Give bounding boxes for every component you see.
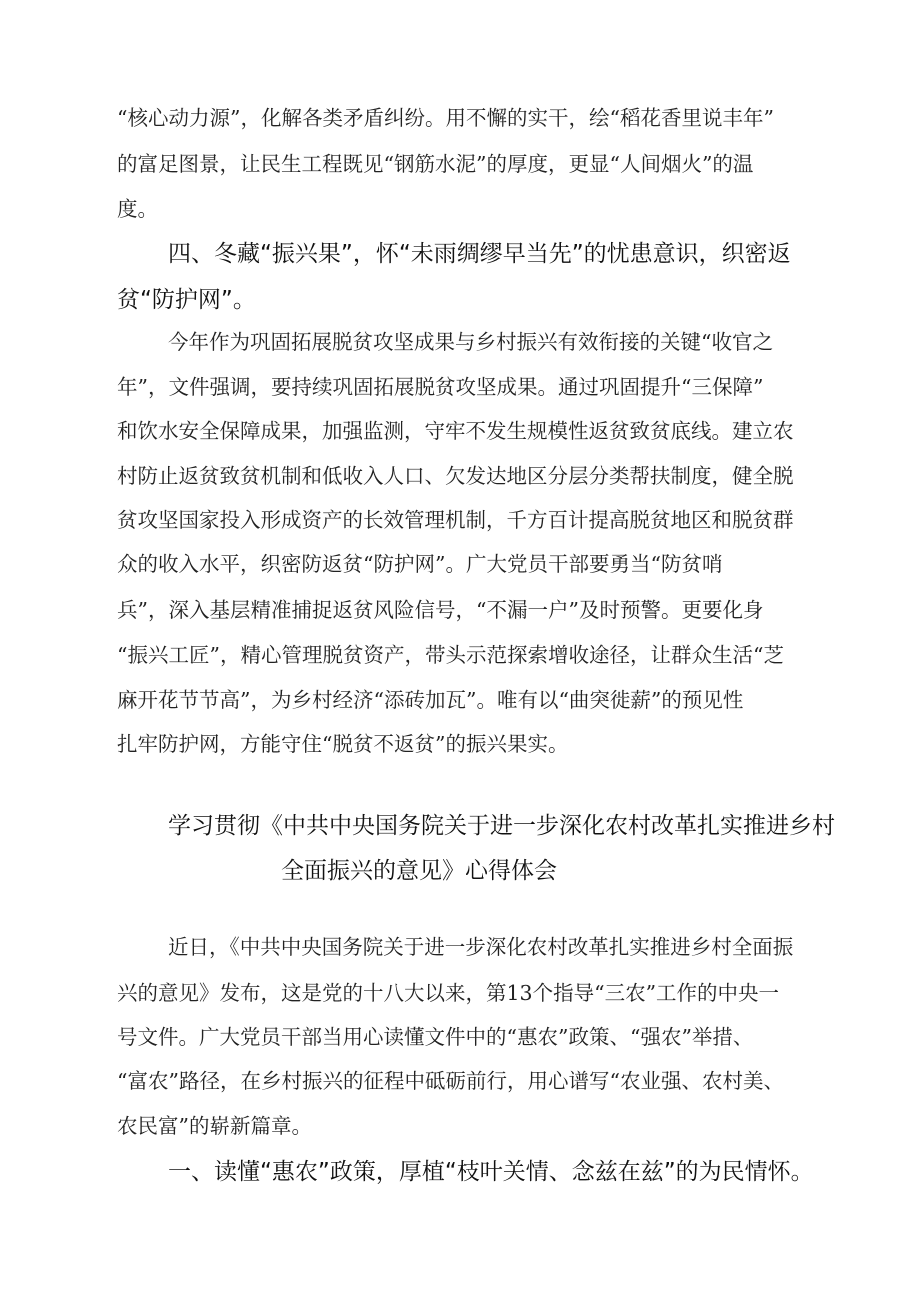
section-four-paragraph-line: 村防止返贫致贫机制和低收入人口、欠发达地区分层分类帮扶制度，健全脱: [117, 464, 794, 488]
section-four-paragraph-line: 贫攻坚国家投入形成资产的长效管理机制，千方百计提高脱贫地区和脱贫群: [117, 508, 794, 532]
section-one-heading: 一、读懂“惠农”政策，厚植“枝叶关情、念兹在兹”的为民情怀。: [168, 1159, 814, 1185]
section-four-paragraph-line: 众的收入水平，织密防返贫“防护网”。广大党员干部要勇当“防贫哨: [117, 552, 723, 576]
article-intro-line: 号文件。广大党员干部当用心读懂文件中的“惠农”政策、“强农”举措、: [117, 1025, 754, 1049]
section-four-paragraph-line: 和饮水安全保障成果，加强监测，守牢不发生规模性返贫致贫底线。建立农: [117, 419, 794, 443]
section-four-paragraph-line: 麻开花节节高”，为乡村经济“添砖加瓦”。唯有以“曲突徙薪”的预见性: [117, 688, 744, 712]
section-four-paragraph-line: 扎牢防护网，方能守住“脱贫不返贫”的振兴果实。: [117, 732, 569, 756]
article-title: 全面振兴的意见》心得体会: [281, 858, 557, 884]
article-intro-line: 兴的意见》发布，这是党的十八大以来，第13个指导“三农”工作的中央一: [117, 981, 780, 1005]
prev-section-line: 度。: [117, 197, 158, 221]
prev-section-line: “核心动力源”，化解各类矛盾纠纷。用不懈的实干，绘“稻花香里说丰年”: [117, 106, 774, 130]
section-four-paragraph-line: 兵”，深入基层精准捕捉返贫风险信号，“不漏一户”及时预警。更要化身: [117, 598, 764, 622]
section-four-paragraph-line: 今年作为巩固拓展脱贫攻坚成果与乡村振兴有效衔接的关键“收官之: [168, 330, 773, 354]
article-intro-line: “富农”路径，在乡村振兴的征程中砥砺前行，用心谱写“农业强、农村美、: [117, 1069, 784, 1093]
section-four-paragraph-line: “振兴工匠”，精心管理脱贫资产，带头示范探索增收途径，让群众生活“芝: [117, 643, 784, 667]
article-intro-line: 近日，《中共中央国务院关于进一步深化农村改革扎实推进乡村全面振: [168, 935, 794, 959]
section-four-heading: 四、冬藏“振兴果”，怀“未雨绸缪早当先”的忧患意识，织密返: [168, 241, 791, 267]
article-title: 学习贯彻《中共中央国务院关于进一步深化农村改革扎实推进乡村: [168, 813, 835, 839]
prev-section-line: 的富足图景，让民生工程既见“钢筋水泥”的厚度，更显“人间烟火”的温: [117, 152, 754, 176]
article-intro-line: 农民富”的崭新篇章。: [117, 1114, 312, 1138]
section-four-paragraph-line: 年”，文件强调，要持续巩固拓展脱贫攻坚成果。通过巩固提升“三保障”: [117, 375, 764, 399]
section-four-heading: 贫“防护网”。: [117, 287, 256, 313]
